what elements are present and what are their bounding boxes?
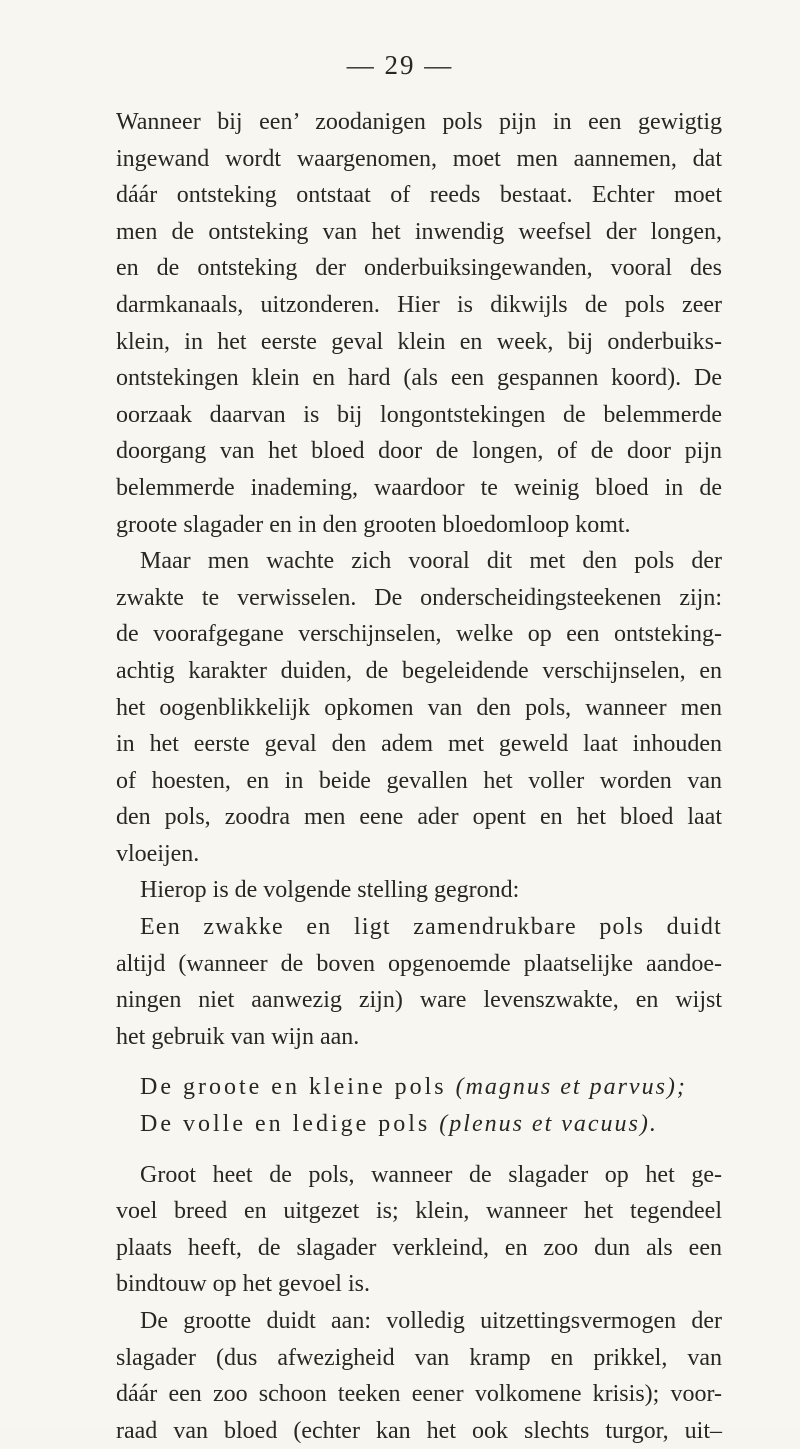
- text-line: achtig karakter duiden, de begeleidende verschijnselen, en: [116, 657, 722, 684]
- text-line: Wanneer bij een’ zoodanigen pols pijn in een gewigtig: [116, 109, 722, 135]
- text-line: darmkanaals, uitzonderen. Hier is dikwijls de pols zeer: [116, 291, 722, 318]
- text-line: belemmerde inademing, waardoor te weinig bloed in de: [116, 474, 722, 501]
- paragraph-7: [116, 1303, 722, 1449]
- paragraph-6: [116, 1157, 722, 1303]
- text-line: en de ontsteking der onderbuiksingewanden, vooral des: [116, 255, 722, 282]
- text-line: de voorafgegane verschijnselen, welke op een ontsteking-: [116, 621, 722, 648]
- text-line: men de ontsteking van het inwendig weefsel der longen,: [116, 218, 722, 245]
- paragraph-4: [116, 909, 722, 1055]
- text-line: altijd (wanneer de boven opgenoemde plaatselijke aandoe-: [116, 950, 722, 977]
- text-line: het oogenblikkelijk opkomen van den pols, wanneer men: [116, 694, 722, 721]
- paragraph-2: [116, 543, 722, 872]
- section-heading: [116, 1106, 722, 1143]
- text-line: of hoesten, en in beide gevallen het voller worden van: [116, 767, 722, 794]
- text-line: ningen niet aanwezig zijn) ware levenszwakte, en wijst: [116, 987, 722, 1014]
- spacer: [116, 1055, 722, 1069]
- paragraph-3: [116, 872, 722, 909]
- text-line: doorgang van het bloed door de longen, of de door pijn: [116, 438, 722, 465]
- heading-text: De groote en kleine pols: [140, 1074, 447, 1101]
- text-line: dáár ontsteking ontstaat of reeds bestaat. Echter moet: [116, 182, 722, 209]
- text-line: het gebruik van wijn aan.: [116, 1023, 360, 1050]
- body-text: [116, 104, 722, 1449]
- text-line: zwakte te verwisselen. De onderscheidingsteekenen zijn:: [116, 584, 722, 611]
- text-line: De grootte duidt aan: volledig uitzettingsvermogen der: [140, 1308, 722, 1334]
- heading-latin: (magnus et parvus);: [455, 1074, 687, 1101]
- text-line: Hierop is de volgende stelling gegrond:: [140, 877, 520, 904]
- heading-latin: (plenus et vacuus).: [439, 1111, 658, 1138]
- text-line: Groot heet de pols, wanneer de slagader op het ge-: [140, 1161, 722, 1188]
- text-line: ontstekingen klein en hard (als een gespannen koord). De: [116, 365, 722, 392]
- text-line: Een zwakke en ligt zamendrukbare pols duidt: [140, 914, 722, 941]
- text-line: den pols, zoodra men eene ader opent en het bloed laat: [116, 804, 722, 831]
- text-line: groote slagader en in den grooten bloedomloop komt.: [116, 511, 631, 538]
- text-line: in het eerste geval den adem met geweld laat inhouden: [116, 731, 722, 758]
- section-headings: [116, 1069, 722, 1142]
- text-line: vloeijen.: [116, 840, 200, 867]
- text-line: raad van bloed (echter kan het ook slechts turgor, uit–: [116, 1417, 722, 1444]
- text-line: plaats heeft, de slagader verkleind, en zoo dun als een: [116, 1234, 722, 1261]
- text-line: voel breed en uitgezet is; klein, wanneer het tegendeel: [116, 1198, 722, 1225]
- paragraph-1: [116, 104, 722, 543]
- heading-text: De volle en ledige pols: [140, 1111, 431, 1138]
- text-line: oorzaak daarvan is bij longontstekingen de belemmerde: [116, 401, 722, 428]
- text-line: klein, in het eerste geval klein en week, bij onderbuiks-: [116, 328, 722, 355]
- text-line: ingewand wordt waargenomen, moet men aannemen, dat: [116, 145, 722, 172]
- section-heading: [116, 1069, 722, 1106]
- text-line: dáár een zoo schoon teeken eener volkomene krisis); voor-: [116, 1381, 722, 1408]
- page-number: — 29 —: [346, 50, 454, 80]
- text-line: bindtouw op het gevoel is.: [116, 1271, 370, 1298]
- spacer: [116, 1143, 722, 1157]
- text-line: Maar men wachte zich vooral dit met den pols der: [140, 548, 722, 575]
- text-line: slagader (dus afwezigheid van kramp en prikkel, van: [116, 1344, 722, 1371]
